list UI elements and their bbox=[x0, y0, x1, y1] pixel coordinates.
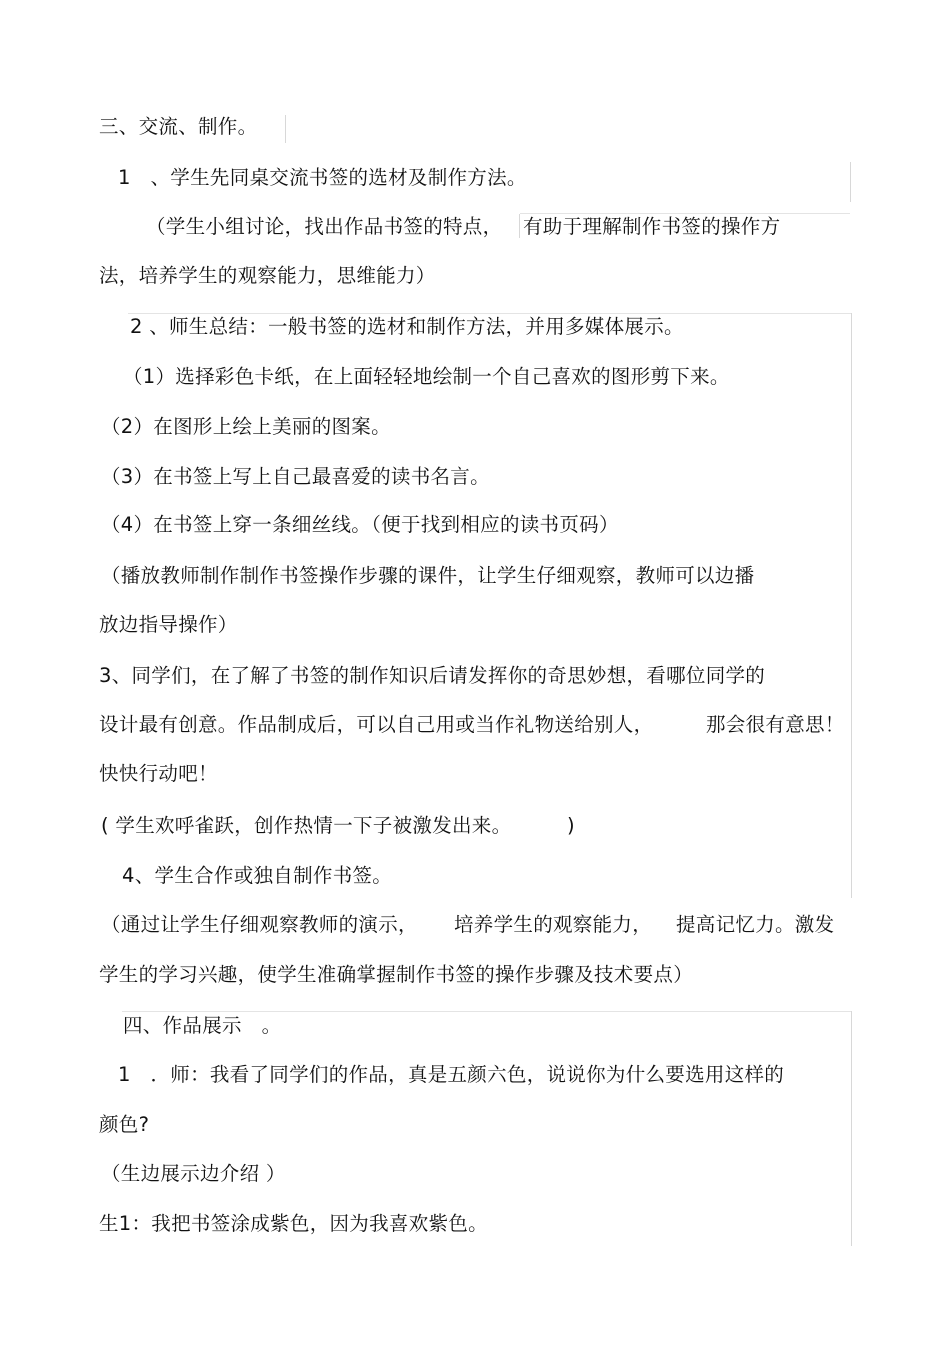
list-item: （4）在书签上穿一条细丝线。（便于找到相应的读书页码） bbox=[101, 513, 619, 536]
paragraph-line: 1 ．师：我看了同学们的作品，真是五颜六色，说说你为什么要选用这样的 bbox=[118, 1063, 785, 1086]
paragraph-line: 生1：我把书签涂成紫色，因为我喜欢紫色。 bbox=[99, 1212, 488, 1235]
paragraph-line: 1 、学生先同桌交流书签的选材及制作方法。 bbox=[118, 166, 527, 189]
scan-rule bbox=[850, 162, 851, 202]
paragraph-line: 提高记忆力。激发 bbox=[676, 913, 835, 936]
paragraph-line: 有助于理解制作书签的操作方 bbox=[523, 215, 781, 238]
paragraph-line: 颜色? bbox=[99, 1113, 150, 1136]
paragraph-line: 培养学生的观察能力， bbox=[454, 913, 653, 936]
paragraph-line: ) bbox=[567, 814, 575, 837]
paragraph-line: （播放教师制作制作书签操作步骤的课件，让学生仔细观察，教师可以边播 bbox=[101, 564, 755, 587]
paragraph-line: （生边展示边介绍 ） bbox=[101, 1162, 286, 1185]
section-heading: 三、交流、制作。 bbox=[99, 115, 258, 138]
list-item: （3）在书签上写上自己最喜爱的读书名言。 bbox=[101, 465, 490, 488]
scan-rule bbox=[519, 214, 520, 238]
scan-rule bbox=[851, 1011, 852, 1246]
paragraph-line: 3、同学们，在了解了书签的制作知识后请发挥你的奇思妙想，看哪位同学的 bbox=[99, 664, 766, 687]
scan-rule bbox=[520, 213, 850, 214]
paragraph-line: ( 学生欢呼雀跃，创作热情一下子被激发出来。 bbox=[101, 814, 512, 837]
paragraph-line: 快快行动吧！ bbox=[99, 762, 218, 785]
list-item: （1）选择彩色卡纸，在上面轻轻地绘制一个自己喜欢的图形剪下来。 bbox=[123, 365, 730, 388]
paragraph-line: （通过让学生仔细观察教师的演示， bbox=[101, 913, 418, 936]
paragraph-line: 法，培养学生的观察能力，思维能力） bbox=[99, 264, 436, 287]
scan-rule bbox=[128, 313, 852, 314]
paragraph-line: 学生的学习兴趣，使学生准确掌握制作书签的操作步骤及技术要点） bbox=[99, 963, 694, 986]
list-item: （2）在图形上绘上美丽的图案。 bbox=[101, 415, 391, 438]
scan-rule bbox=[122, 1011, 852, 1012]
paragraph-line: 放边指导操作） bbox=[99, 613, 238, 636]
paragraph-line: 那会很有意思！ bbox=[706, 713, 845, 736]
paragraph-line: （学生小组讨论，找出作品书签的特点， bbox=[146, 215, 503, 238]
section-heading: 四、作品展示 。 bbox=[123, 1014, 282, 1037]
paragraph-line: 4、学生合作或独自制作书签。 bbox=[122, 864, 393, 887]
paragraph-line: 设计最有创意。作品制成后，可以自己用或当作礼物送给别人， bbox=[99, 713, 654, 736]
paragraph-line: 2 、师生总结：一般书签的选材和制作方法，并用多媒体展示。 bbox=[130, 315, 684, 338]
scan-rule bbox=[285, 115, 286, 143]
scan-rule bbox=[851, 313, 852, 898]
